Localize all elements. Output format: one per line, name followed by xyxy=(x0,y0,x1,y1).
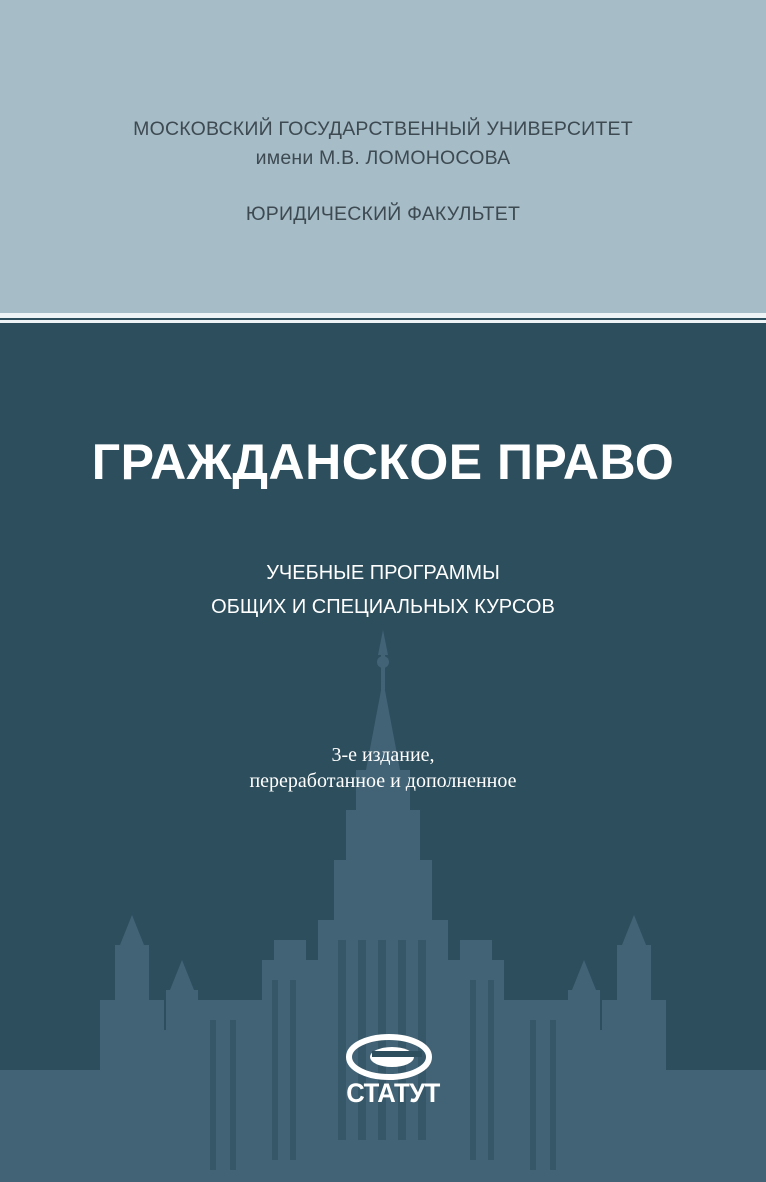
publisher-name: СТАТУТ xyxy=(346,1078,440,1108)
book-subtitle-line2: ОБЩИХ И СПЕЦИАЛЬНЫХ КУРСОВ xyxy=(211,596,555,618)
edition-info: 3-е издание, xyxy=(331,744,435,766)
divider-rule xyxy=(0,320,766,323)
university-name-subline: имени М.В. ЛОМОНОСОВА xyxy=(255,147,511,169)
book-subtitle: УЧЕБНЫЕ ПРОГРАММЫ xyxy=(266,562,500,584)
book-title: ГРАЖДАНСКОЕ ПРАВО xyxy=(91,434,675,490)
faculty-name: ЮРИДИЧЕСКИЙ ФАКУЛЬТЕТ xyxy=(245,203,521,225)
university-name: МОСКОВСКИЙ ГОСУДАРСТВЕННЫЙ УНИВЕРСИТЕТ xyxy=(133,118,633,140)
edition-info-line2: переработанное и дополненное xyxy=(249,770,517,792)
